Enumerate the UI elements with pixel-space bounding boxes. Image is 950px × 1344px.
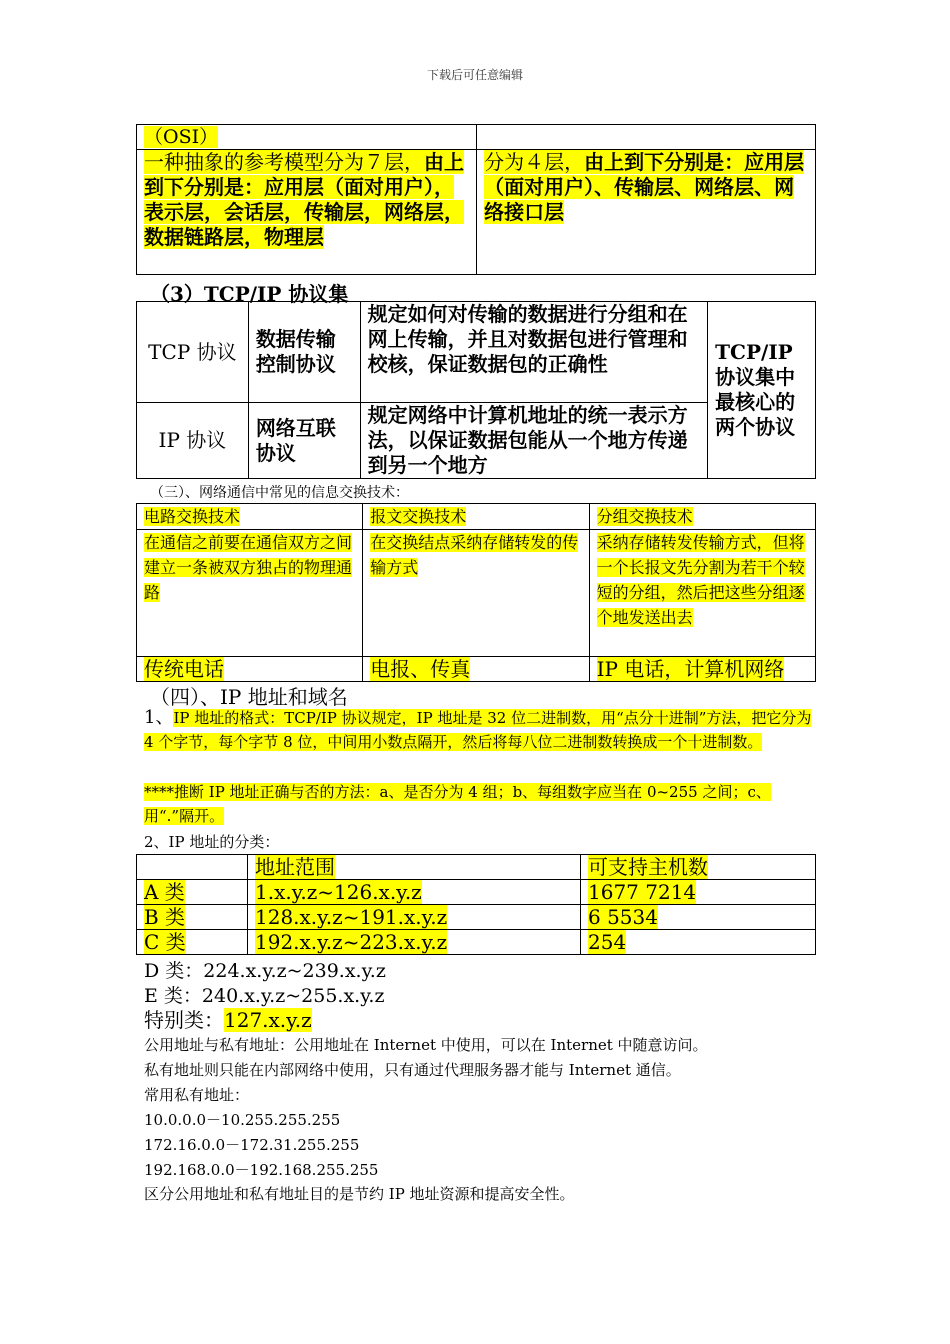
switch-header-circuit: 电路交换技术 [137, 504, 363, 530]
text-line: 172.16.0.0－172.31.255.255 [144, 1136, 360, 1154]
ip-format-paragraph: 1、IP 地址的格式：TCP/IP 协议规定，IP 地址是 32 位二进制数，用“点分十进制”方法，把它分为 4 个字节，每个字节 8 位，中间用小数点隔开，然后将每八位二进制数转换成一个十进制数。 [144, 707, 812, 751]
text-line: 192.168.0.0－192.168.255.255 [144, 1161, 379, 1179]
table-row: B 类 128.x.y.z~191.x.y.z 6 5534 [137, 905, 816, 930]
table-row: A 类 1.x.y.z~126.x.y.z 1677 7214 [137, 880, 816, 905]
ip-name: IP 协议 [137, 403, 249, 479]
class-e-line: E 类：240.x.y.z~255.x.y.z [144, 985, 385, 1007]
switch-desc-packet: 采纳存储转发传输方式，但将一个长报文先分割为若干个较短的分组，然后把这些分组逐个地发送出去 [589, 530, 815, 657]
section-4-title: （四）、IP 地址和域名 [150, 685, 348, 709]
ip-class-table [136, 854, 816, 955]
switch-example-message: 电报、传真 [363, 657, 589, 682]
switch-example-packet: IP 电话，计算机网络 [589, 657, 815, 682]
tcpip-header-cell [477, 125, 816, 150]
tcp-full-name: 数据传输控制协议 [248, 302, 360, 403]
page-header: 下载后可任意编辑 [426, 68, 523, 82]
switch-header-message: 报文交换技术 [363, 504, 589, 530]
text-line: 公用地址与私有地址：公用地址在 Internet 中使用，可以在 Internet 中随意访问。 [144, 1036, 708, 1054]
text-line: 常用私有地址： [144, 1086, 250, 1104]
osi-header-cell: （OSI） [137, 125, 477, 150]
ip-classes-heading: 2、IP 地址的分类： [144, 833, 280, 851]
text-line: 私有地址则只能在内部网络中使用，只有通过代理服务器才能与 Internet 通信。 [144, 1061, 681, 1079]
switch-header-packet: 分组交换技术 [589, 504, 815, 530]
tcp-name: TCP 协议 [137, 302, 249, 403]
tcpip-protocol-table [136, 301, 816, 479]
ip-table-header-blank [137, 855, 248, 880]
section-3-title: （三）、网络通信中常见的信息交换技术： [150, 485, 409, 501]
tcpip-core-note: TCP/IP 协议集中最核心的两个协议 [708, 302, 816, 479]
switch-desc-circuit: 在通信之前要在通信双方之间建立一条被双方独占的物理通路 [137, 530, 363, 657]
tcpip-heading: （3）TCP/IP 协议集 [150, 282, 349, 306]
ip-description: 规定网络中计算机地址的统一表示方法，以保证数据包能从一个地方传递到另一个地方 [360, 403, 708, 479]
text-line: 区分公用地址和私有地址目的是节约 IP 地址资源和提高安全性。 [144, 1185, 575, 1203]
tcpip-description: 分为４层，由上到下分别是：应用层（面对用户）、传输层、网络层、网络接口层 [477, 150, 816, 275]
text-line: 10.0.0.0－10.255.255.255 [144, 1111, 341, 1129]
osi-comparison-table [136, 124, 816, 275]
switching-table [136, 503, 816, 682]
ip-validation-paragraph: ****推断 IP 地址正确与否的方法：a、是否分为 4 组；b、每组数字应当在 0~255 之间；c、用“.”隔开。 [144, 783, 771, 825]
switch-desc-message: 在交换结点采纳存储转发的传输方式 [363, 530, 589, 657]
tcp-description: 规定如何对传输的数据进行分组和在网上传输，并且对数据包进行管理和校核，保证数据包的正确性 [360, 302, 708, 403]
table-row: C 类 192.x.y.z~223.x.y.z 254 [137, 930, 816, 955]
ip-table-header-hosts: 可支持主机数 [581, 855, 816, 880]
osi-description: 一种抽象的参考模型分为７层，由上到下分别是：应用层（面对用户），表示层，会话层，传输层，网络层，数据链路层，物理层 [137, 150, 477, 275]
class-d-line: D 类：224.x.y.z~239.x.y.z [144, 960, 386, 982]
ip-table-header-range: 地址范围 [248, 855, 581, 880]
ip-full-name: 网络互联协议 [248, 403, 360, 479]
special-class-line: 特别类：127.x.y.z [144, 1008, 312, 1032]
switch-example-circuit: 传统电话 [137, 657, 363, 682]
